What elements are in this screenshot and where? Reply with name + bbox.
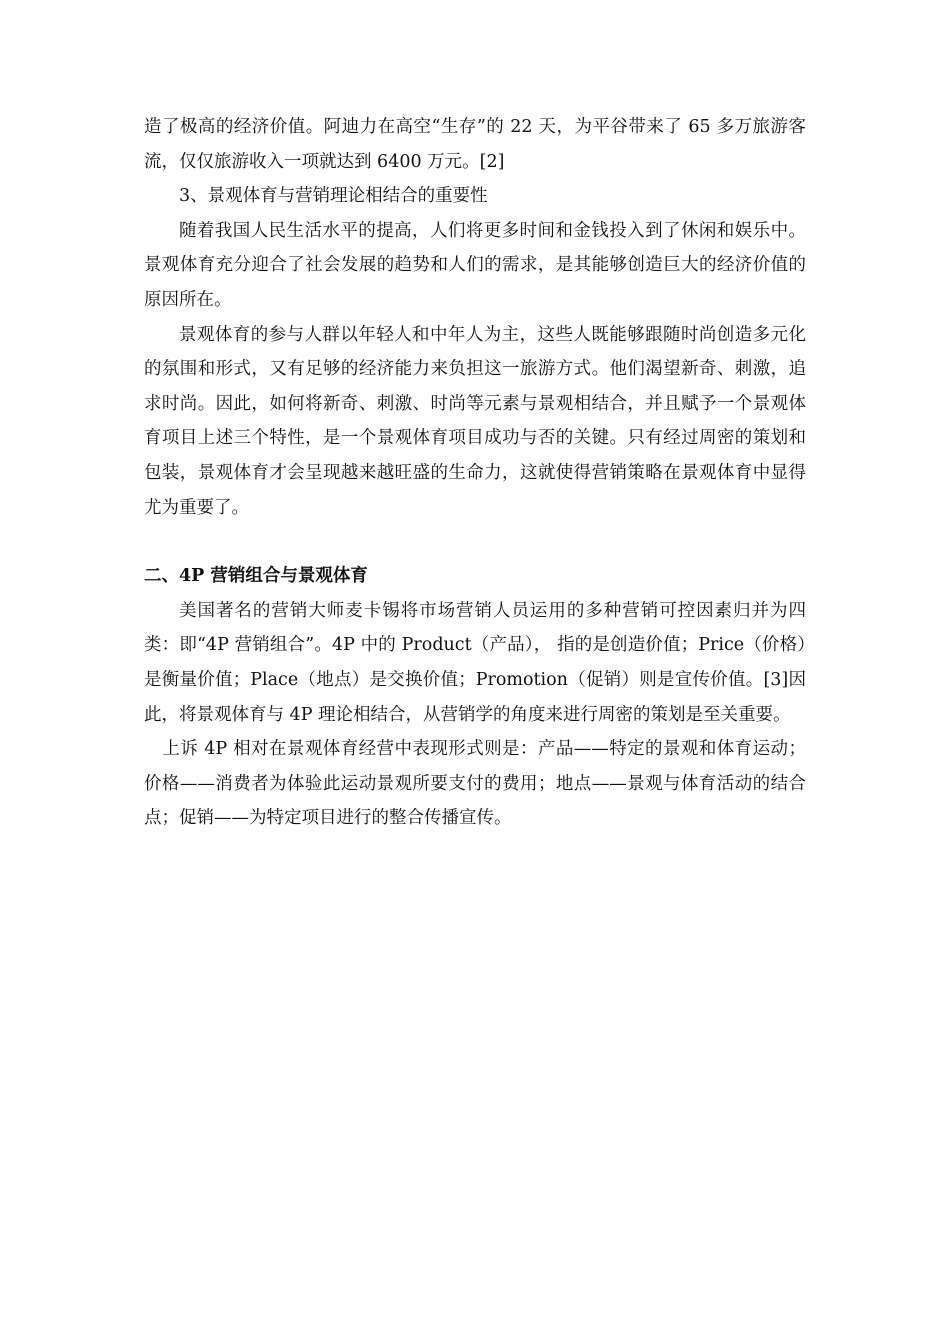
- paragraph-participants: 景观体育的参与人群以年轻人和中年人为主，这些人既能够跟随时尚创造多元化的氛围和形式，又有足够的经济能力来负担这一旅游方式。他们渴望新奇、刺激，追求时尚。因此，如何将新奇、刺激、时尚等元素与景观相结合，并且赋予一个景观体育项目上述三个特性，是一个景观体育项目成功与否的关键。只有经过周密的策划和包装，景观体育才会呈现越来越旺盛的生命力，这就使得营销策略在景观体育中显得尤为重要了。: [144, 324, 806, 518]
- paragraph-4p-forms: 上诉 4P 相对在景观体育经营中表现形式则是：产品——特定的景观和体育运动；价格——消费者为体验此运动景观所要支付的费用；地点——景观与体育活动的结合点；促销——为特定项目进行的整合传播宣传。: [144, 739, 806, 829]
- paragraph-4p-intro: 美国著名的营销大师麦卡锡将市场营销人员运用的多种营销可控因素归并为四类：即“4P 营销组合”。4P 中的 Product（产品）， 指的是创造价值；Price（价格）是衡量价值；Place（地点）是交换价值；Promotion（促销）则是宣传价值。[3]因此，将景观体育与 4P 理论相结合，从营销学的角度来进行周密的策划是至关重要。: [144, 600, 806, 725]
- subheading-importance: 3、景观体育与营销理论相结合的重要性: [179, 186, 488, 207]
- paragraph-living-standard: 随着我国人民生活水平的提高，人们将更多时间和金钱投入到了休闲和娱乐中。景观体育充分迎合了社会发展的趋势和人们的需求，是其能够创造巨大的经济价值的原因所在。: [144, 220, 806, 310]
- section-heading-4p: 二、4P 营销组合与景观体育: [144, 566, 368, 587]
- document-body: [144, 110, 806, 836]
- paragraph-continuation: 造了极高的经济价值。阿迪力在高空“生存”的 22 天，为平谷带来了 65 多万旅游客流，仅仅旅游收入一项就达到 6400 万元。[2]: [144, 117, 806, 172]
